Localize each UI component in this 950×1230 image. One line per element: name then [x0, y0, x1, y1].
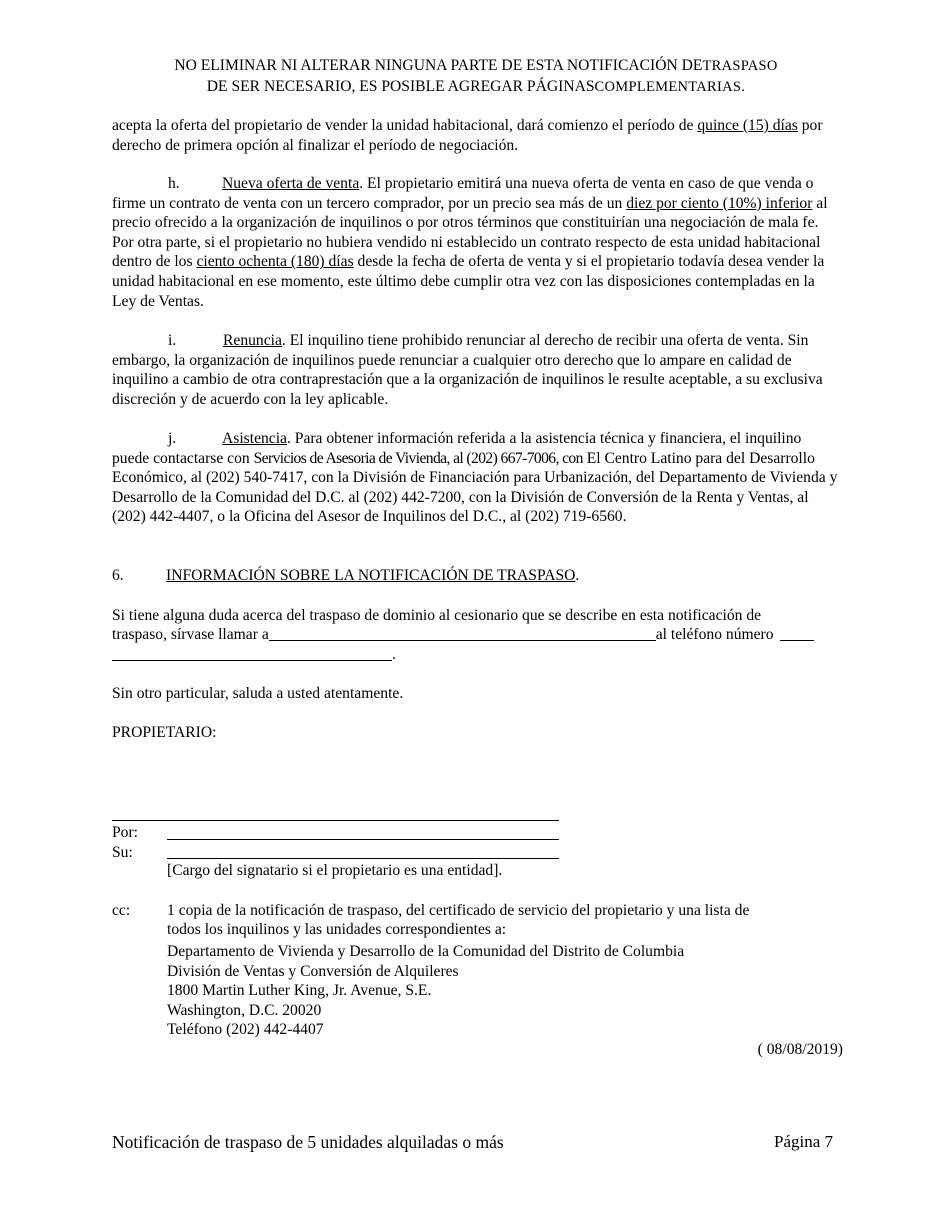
cc-line-2: todos los inquilinos y las unidades correspondientes a: — [167, 921, 507, 938]
su-label: Su: — [112, 844, 133, 861]
footer-title: Notificación de traspaso de 5 unidades alquiladas o más — [112, 1132, 504, 1152]
para-h-underlined-2: ciento ochenta (180) días — [196, 253, 354, 271]
para-h-text-1: . El propietario emitirá una nueva oferta de venta en caso de que venda o firme un contrato de venta con un tercero comprador, por un precio sea más de un — [112, 175, 814, 212]
cc-address-1: Departamento de Vivienda y Desarrollo de la Comunidad del Distrito de Columbia — [167, 943, 685, 960]
closing-text: Sin otro particular, saluda a usted atentamente. — [112, 685, 404, 702]
paragraph-j — [112, 429, 842, 527]
para-j-letter: j. — [168, 430, 177, 447]
paragraph-h — [112, 174, 842, 311]
cargo-note: [Cargo del signatario si el propietario es una entidad]. — [167, 862, 503, 879]
para-h-underlined-1: diez por ciento (10%) inferior — [626, 194, 813, 212]
para-j-text-condensed: Servicios de Asesoria de Vivienda, al (202) 667-7006, con — [253, 449, 583, 467]
contact-line2-a: traspaso, sírvase llamar a — [112, 626, 269, 643]
para-j-text-1: . Para obtener información referida a la asistencia técnica y financiera, el inquilino puede contactarse con — [112, 430, 802, 467]
contact-line2-b: al teléfono número — [655, 626, 774, 643]
por-label: Por: — [112, 824, 138, 841]
signature-line[interactable] — [112, 820, 559, 821]
section-6-title: INFORMACIÓN SOBRE LA NOTIFICACIÓN DE TRASPASO — [166, 567, 576, 584]
su-line[interactable] — [167, 858, 559, 859]
contact-name-blank[interactable] — [269, 626, 656, 641]
phone-blank-end[interactable] — [112, 646, 392, 661]
contact-line-2 — [112, 625, 842, 645]
header-line1-b: TRASPASO — [702, 58, 778, 74]
intro-underlined: quince (15) días — [697, 117, 798, 134]
paragraph-intro — [112, 116, 842, 155]
header-line1-a: NO ELIMINAR NI ALTERAR NINGUNA PARTE DE ESTA NOTIFICACIÓN DE — [174, 57, 703, 74]
cc-label: cc: — [112, 902, 131, 919]
para-h-letter: h. — [168, 175, 180, 192]
para-i-title: Renuncia — [223, 332, 282, 349]
phone-blank-start[interactable] — [780, 626, 814, 641]
para-h-text-2: al precio ofrecido a la organización de inquilinos o por otros términos que constituirían una negociación de mala fe. Por otra parte, si el propietario no hubiera vendido ni establecido un contrato respecto de esta unidad habitacional dentro de los — [112, 194, 828, 271]
para-h-text-3: desde la fecha de oferta de venta y si el propietario todavía desea vender la unidad habitacional en ese momento, este último debe cumplir otra vez con las disposiciones contempladas en la Ley de Ventas. — [112, 253, 825, 310]
section-6-number: 6. — [112, 567, 124, 584]
para-i-text: . El inquilino tiene prohibido renunciar al derecho de recibir una oferta de venta. Sin embargo, la organización de inquilinos puede renunciar a cualquier otro derecho que lo ampare en calidad de inquilino a cambio de otra contraprestación que a la organización de inquilinos le resulte aceptable, a su exclusiva discreción y de acuerdo con la ley aplicable. — [112, 332, 823, 408]
section-6-heading — [112, 566, 842, 586]
section-6-period: . — [575, 567, 580, 584]
footer-page-number: Página 7 — [774, 1132, 834, 1151]
cc-address-3: 1800 Martin Luther King, Jr. Avenue, S.E. — [167, 982, 432, 999]
contact-line-3 — [112, 645, 842, 665]
para-j-text-2: El Centro Latino para del Desarrollo Económico, al (202) 540-7417, con la División de Financiación para Urbanización, del Departamento de Vivienda y Desarrollo de la Comunidad del D.C. al (202) 442-7200, con la División de Conversión de la Renta y Ventas, al (202) 442-4407, o la Oficina del Asesor de Inquilinos del D.C., al (202) 719-6560. — [112, 449, 838, 526]
date-stamp: ( 08/08/2019) — [757, 1041, 843, 1058]
para-j-title: Asistencia — [222, 430, 287, 447]
cc-address-4: Washington, D.C. 20020 — [167, 1002, 322, 1019]
header-line2-a: DE SER NECESARIO, ES POSIBLE AGREGAR PÁGINAS — [206, 77, 595, 95]
cc-line-1: 1 copia de la notificación de traspaso, del certificado de servicio del propietario y una lista de — [167, 902, 750, 919]
contact-line-1: Si tiene alguna duda acerca del traspaso de dominio al cesionario que se describe en esta notificación de — [112, 607, 762, 624]
para-h-title: Nueva oferta de venta — [222, 175, 360, 192]
paragraph-i — [112, 331, 842, 409]
header-line2-b: COMPLEMENTARIAS. — [594, 78, 746, 95]
page-header — [112, 56, 840, 97]
intro-text-a: acepta la oferta del propietario de vender la unidad habitacional, dará comienzo el período de — [112, 117, 698, 134]
para-i-letter: i. — [168, 332, 177, 349]
por-line[interactable] — [167, 839, 559, 840]
contact-end: . — [392, 646, 396, 663]
intro-text-b: por derecho de primera opción al finalizar el período de negociación. — [112, 117, 823, 154]
cc-address-2: División de Ventas y Conversión de Alquileres — [167, 963, 459, 980]
owner-label: PROPIETARIO: — [112, 724, 217, 741]
cc-address-5: Teléfono (202) 442-4407 — [167, 1021, 324, 1038]
